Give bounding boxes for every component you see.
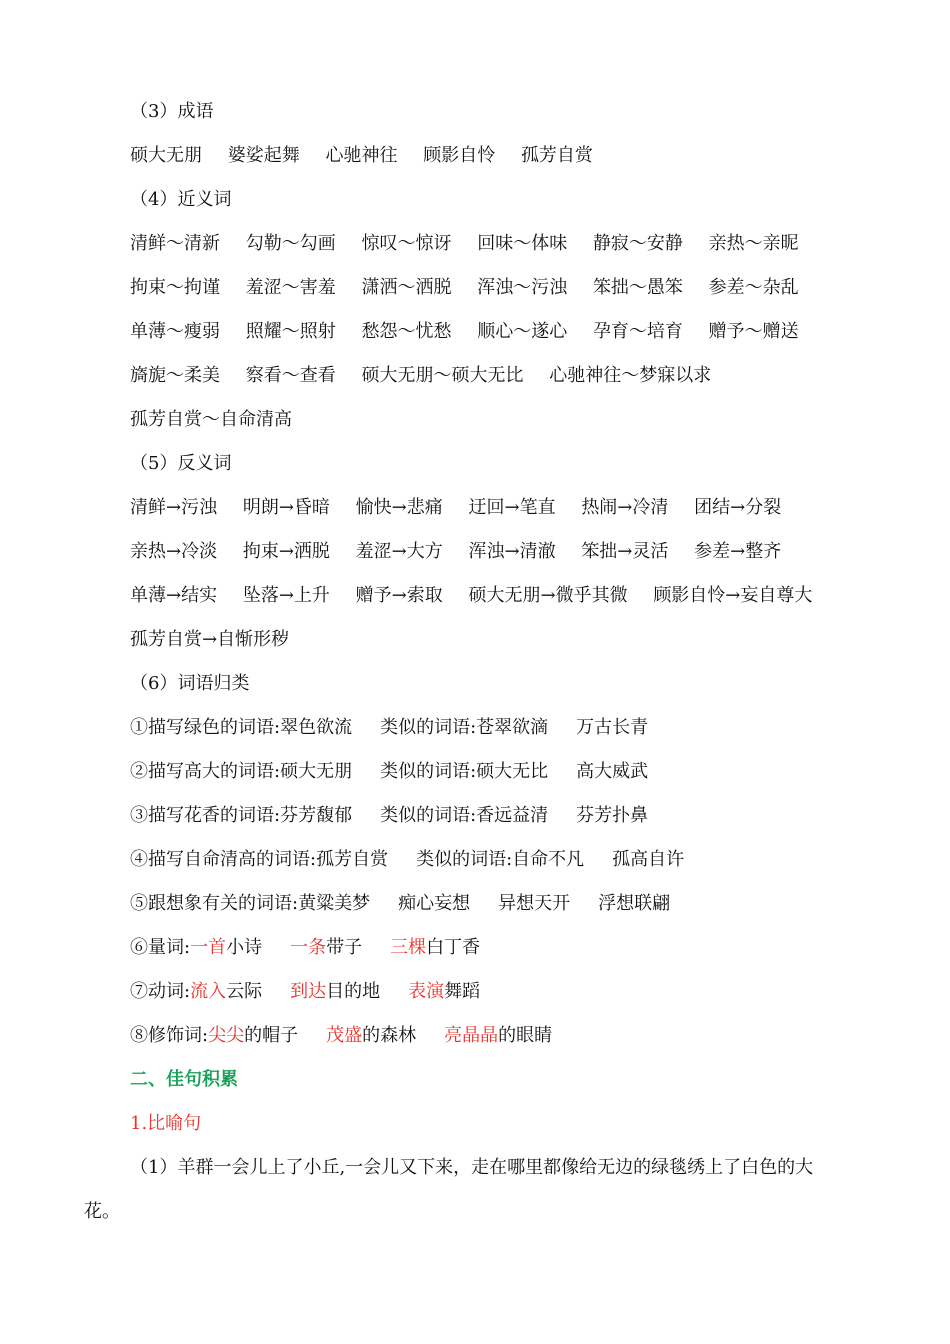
highlight-word: 到达 [290, 981, 327, 1002]
classification-item: ②描写高大的词语:硕大无朋 类似的词语:硕大无比 高大威武 [130, 761, 649, 782]
highlight-word: 一首 [190, 937, 227, 958]
word-pair: 明朗→昏暗 [242, 497, 330, 518]
word-pair: 浑浊→清澈 [468, 541, 556, 562]
antonyms-row [130, 628, 309, 652]
classification-item: ⑤跟想象有关的词语:黄粱美梦 痴心妄想 异想天开 浮想联翩 [130, 893, 671, 914]
word-pair: 孤芳自赏～自命清高 [130, 409, 292, 430]
word-pair: 孕育～培育 [592, 321, 683, 342]
word-pair: 清鲜→污浊 [130, 497, 218, 518]
word-pair: 迂回→笔直 [468, 497, 556, 518]
classification-item: ⑥量词:一首小诗 一条带子 三棵白丁香 [130, 937, 481, 958]
word-pair: 心驰神往～梦寐以求 [549, 365, 712, 386]
word-pair: 坠落→上升 [242, 585, 330, 606]
word-item: 婆娑起舞 [227, 145, 300, 166]
word-pair: 笨拙→灵活 [581, 541, 669, 562]
word-pair: 回味～体味 [477, 233, 568, 254]
classification-item: ③描写花香的词语:芬芳馥郁 类似的词语:香远益清 芬芳扑鼻 [130, 805, 649, 826]
word-pair: 拘束→洒脱 [242, 541, 330, 562]
word-pair: 参差→整齐 [694, 541, 782, 562]
word-pair: 顾影自怜→妄自尊大 [653, 585, 813, 606]
synonyms-row [130, 276, 819, 300]
word-pair: 清鲜～清新 [130, 233, 220, 254]
word-pair: 热闹→冷清 [581, 497, 669, 518]
word-pair: 羞涩～害羞 [245, 277, 336, 298]
word-pair: 赠予～赠送 [708, 321, 799, 342]
word-item: 硕大无朋 [130, 145, 202, 166]
synonyms-row [130, 232, 819, 256]
antonyms-row [130, 584, 832, 608]
word-pair: 单薄→结实 [130, 585, 218, 606]
highlight-word: 尖尖 [208, 1025, 245, 1046]
highlight-word: 一条 [290, 937, 327, 958]
classification-item: ①描写绿色的词语:翠色欲流 类似的词语:苍翠欲滴 万古长青 [130, 717, 649, 738]
word-pair: 愁怨～忧愁 [361, 321, 452, 342]
word-pair: 硕大无朋～硕大无比 [361, 365, 524, 386]
word-pair: 硕大无朋→微乎其微 [468, 585, 628, 606]
idioms-row [130, 144, 613, 168]
word-pair: 单薄～瘦弱 [130, 321, 220, 342]
antonyms-row [130, 540, 801, 564]
section-idioms-label: （3）成语 [130, 101, 214, 122]
highlight-word: 三棵 [390, 937, 427, 958]
classification-item: ④描写自命清高的词语:孤芳自赏 类似的词语:自命不凡 孤高自许 [130, 849, 685, 870]
word-item: 顾影自怜 [423, 145, 496, 166]
word-item: 孤芳自赏 [520, 145, 593, 166]
word-pair: 浑浊～污浊 [477, 277, 568, 298]
subsection-heading: 1.比喻句 [130, 1113, 202, 1134]
highlight-word: 流入 [190, 981, 227, 1002]
word-pair: 惊叹～惊讶 [361, 233, 452, 254]
highlight-word: 茂盛 [326, 1025, 363, 1046]
section-heading: 二、佳句积累 [130, 1069, 238, 1090]
word-pair: 察看～查看 [245, 365, 336, 386]
word-pair: 照耀～照射 [245, 321, 336, 342]
word-item: 心驰神往 [325, 145, 398, 166]
synonyms-row [130, 408, 312, 432]
word-pair: 赠予→索取 [355, 585, 443, 606]
classification-item: ⑦动词:流入云际 到达目的地 表演舞蹈 [130, 981, 481, 1002]
word-pair: 亲热～亲昵 [708, 233, 799, 254]
word-pair: 愉快→悲痛 [355, 497, 443, 518]
synonyms-row [130, 364, 731, 388]
highlight-word: 亮晶晶 [444, 1025, 499, 1046]
word-pair: 旖旎～柔美 [130, 365, 220, 386]
example-sentence-continued: 花。 [84, 1201, 120, 1222]
example-sentence: （1）羊群一会儿上了小丘,一会儿又下来，走在哪里都像给无边的绿毯绣上了白色的大 [130, 1157, 814, 1178]
section-synonyms-label: （4）近义词 [130, 189, 232, 210]
antonyms-row [130, 496, 801, 520]
word-pair: 顺心～遂心 [477, 321, 568, 342]
section-classification-label: （6）词语归类 [130, 673, 250, 694]
word-pair: 静寂～安静 [592, 233, 683, 254]
synonyms-row [130, 320, 819, 344]
word-pair: 拘束～拘谨 [130, 277, 220, 298]
word-pair: 参差～杂乱 [708, 277, 799, 298]
word-pair: 羞涩→大方 [355, 541, 443, 562]
word-pair: 笨拙～愚笨 [592, 277, 683, 298]
word-pair: 勾勒～勾画 [245, 233, 336, 254]
word-pair: 亲热→冷淡 [130, 541, 218, 562]
highlight-word: 表演 [408, 981, 445, 1002]
word-pair: 孤芳自赏→自惭形秽 [130, 629, 290, 650]
word-pair: 潇洒～洒脱 [361, 277, 452, 298]
classification-item: ⑧修饰词:尖尖的帽子 茂盛的森林 亮晶晶的眼睛 [130, 1025, 553, 1046]
word-pair: 团结→分裂 [694, 497, 782, 518]
section-antonyms-label: （5）反义词 [130, 453, 232, 474]
